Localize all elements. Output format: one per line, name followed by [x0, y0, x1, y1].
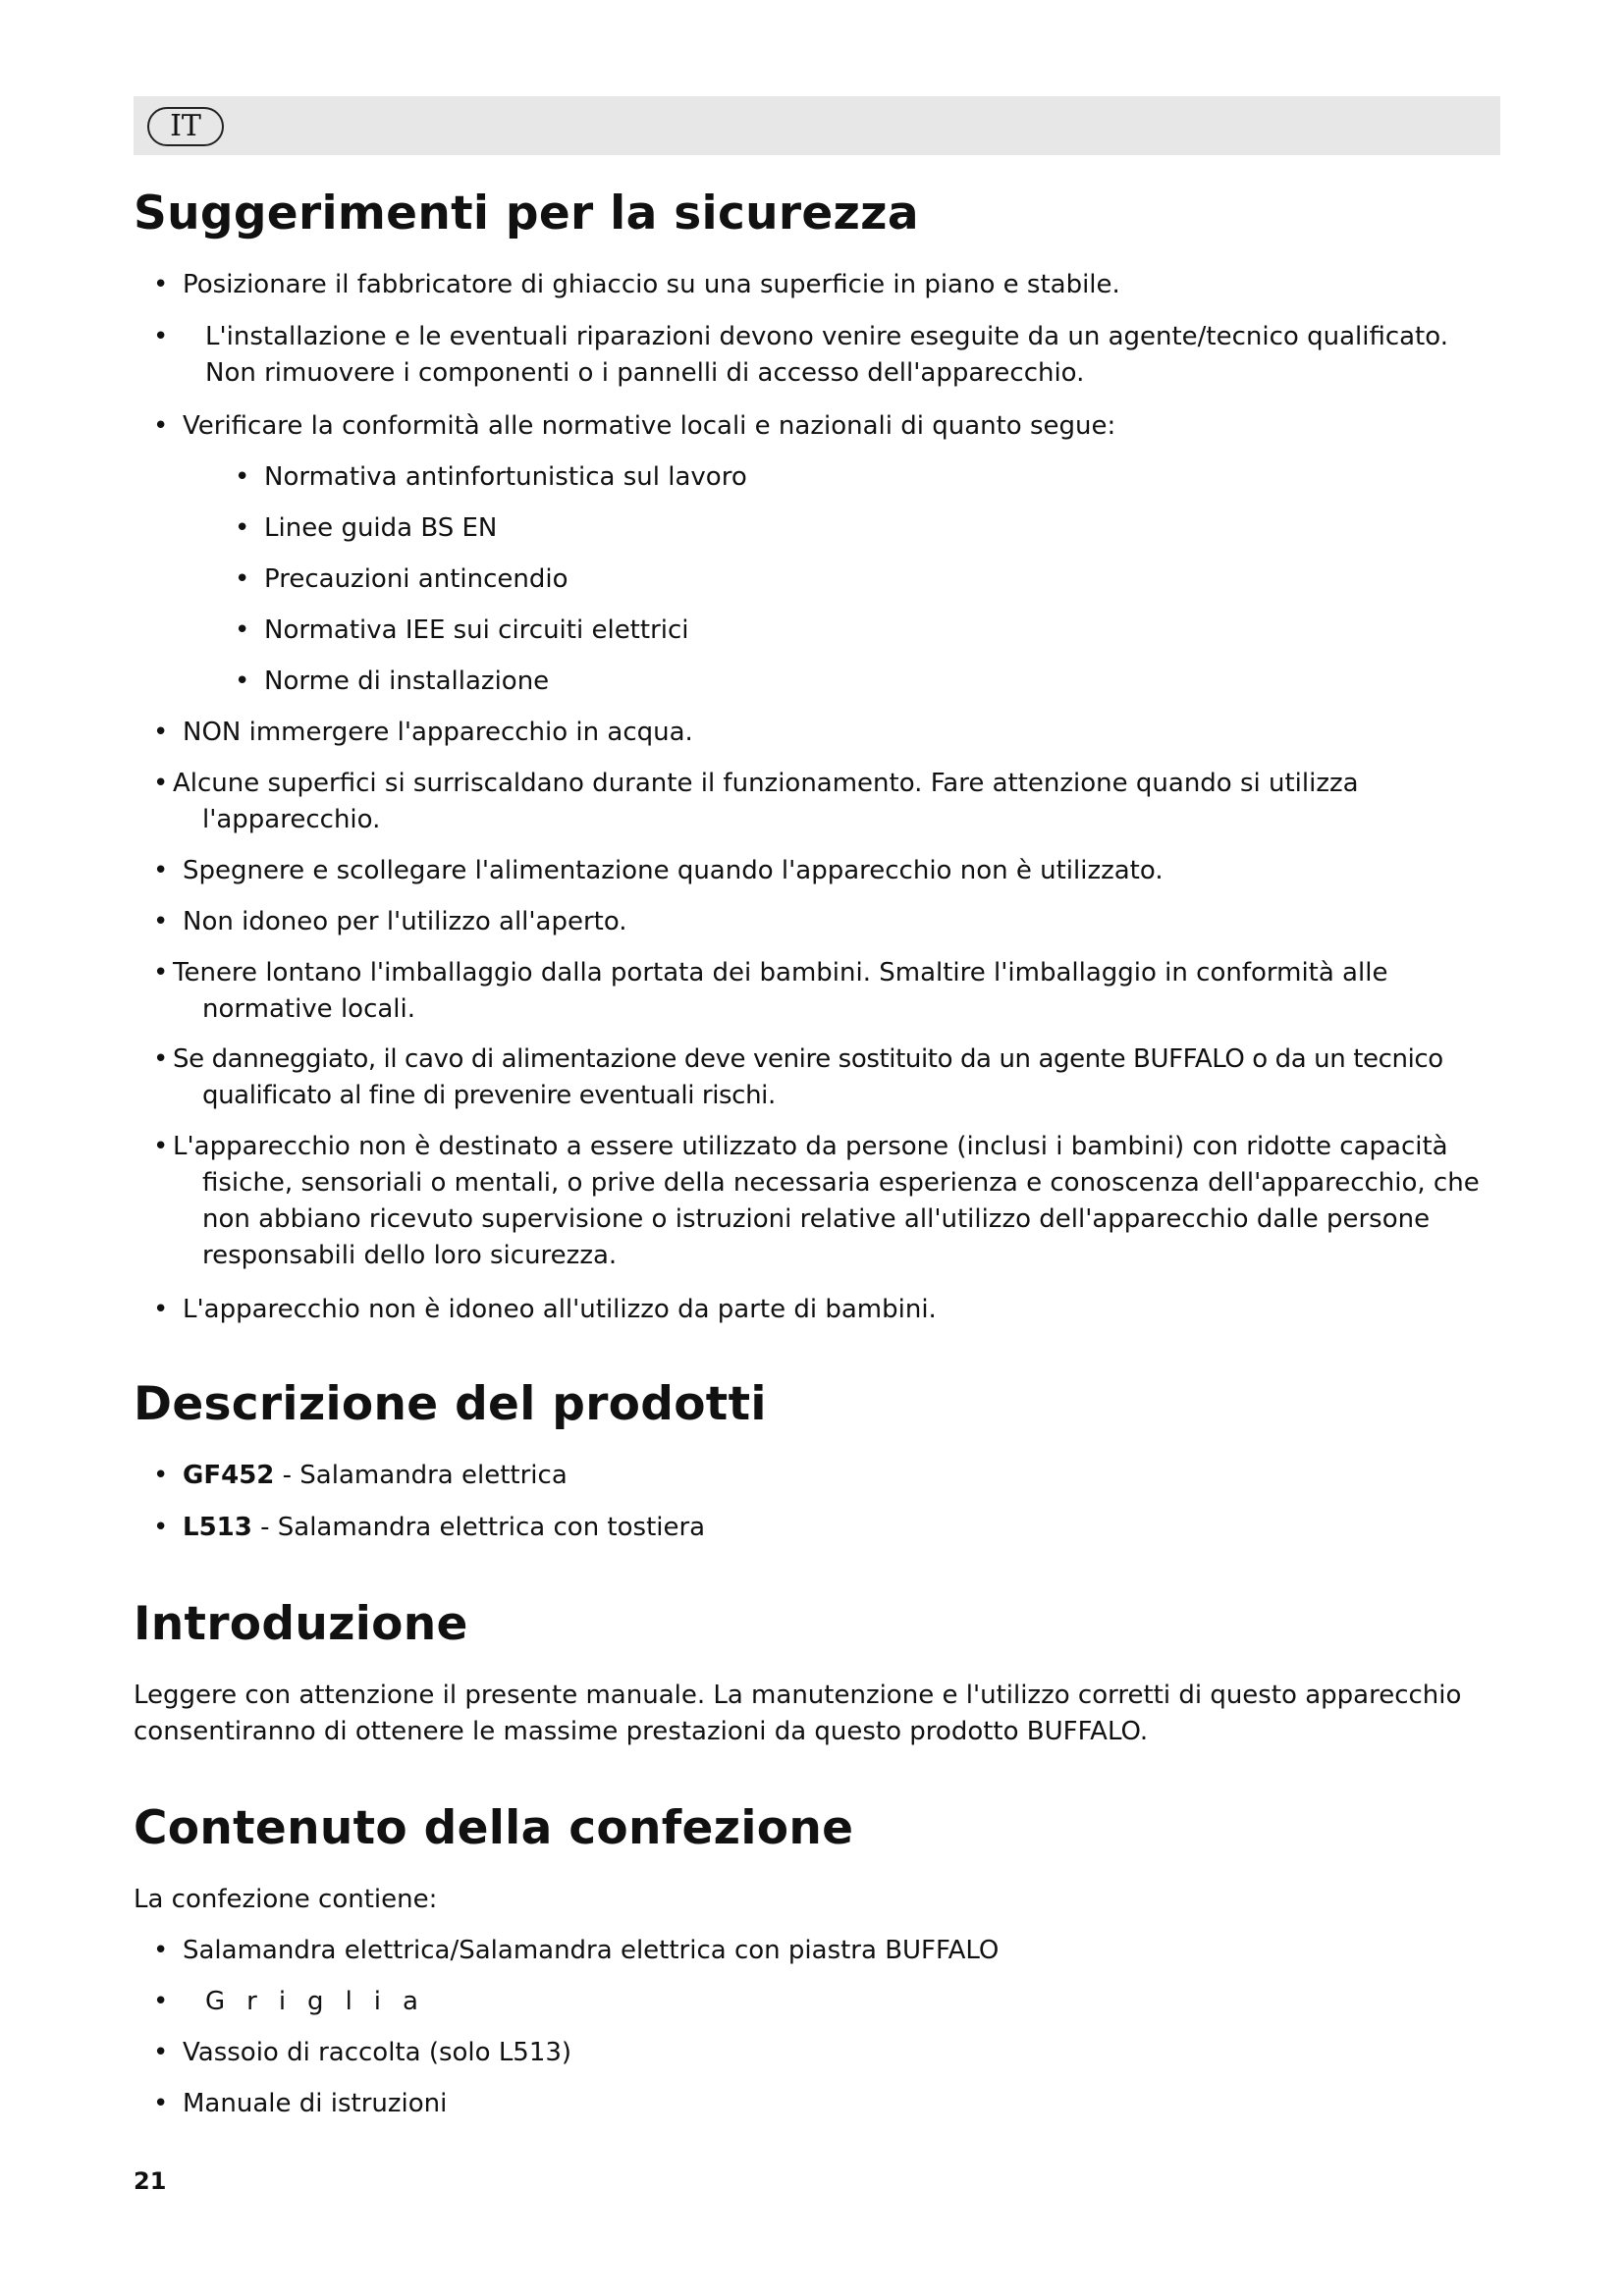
- bullet-icon: •: [153, 2038, 169, 2067]
- bullet-icon: •: [153, 322, 169, 351]
- list-item: • Tenere lontano l'imballaggio dalla portata dei bambini. Smaltire l'imballaggio in conformità alle normative locali.: [153, 955, 1493, 1028]
- list-item: • Spegnere e scollegare l'alimentazione quando l'apparecchio non è utilizzato.: [153, 853, 1493, 889]
- list-item: • Se danneggiato, il cavo di alimentazione deve venire sostituito da un agente BUFFALO o da un tecnico qualificato al fine di prevenire eventuali rischi.: [153, 1041, 1493, 1114]
- section-title-safety: Suggerimenti per la sicurezza: [134, 187, 919, 240]
- bullet-icon: •: [153, 1936, 169, 1965]
- bullet-icon: •: [235, 564, 250, 594]
- bullet-icon: •: [153, 856, 169, 885]
- list-item: • L'apparecchio non è idoneo all'utilizzo da parte di bambini.: [153, 1292, 1493, 1328]
- sub-list-item: • Normativa antinfortunistica sul lavoro: [235, 459, 1413, 496]
- product-desc: - Salamandra elettrica: [274, 1461, 568, 1490]
- bullet-icon: •: [153, 907, 169, 936]
- language-bar: [134, 96, 1500, 155]
- bullet-icon: •: [153, 1295, 169, 1324]
- list-item: • L'installazione e le eventuali riparazioni devono venire eseguite da un agente/tecnico qualificato. Non rimuovere i componenti o i pannelli di accesso dell'apparecchio.: [153, 319, 1493, 392]
- bullet-icon: •: [153, 1044, 168, 1074]
- bullet-icon: •: [153, 1987, 169, 2016]
- sub-list-item: • Norme di installazione: [235, 664, 1413, 700]
- list-item: • Non idoneo per l'utilizzo all'aperto.: [153, 904, 1493, 940]
- list-item: • Salamandra elettrica/Salamandra elettrica con piastra BUFFALO: [153, 1933, 1493, 1969]
- list-item: • Alcune superfici si surriscaldano durante il funzionamento. Fare attenzione quando si utilizza l'apparecchio.: [153, 766, 1493, 838]
- bullet-icon: •: [153, 2089, 169, 2118]
- list-item: • NON immergere l'apparecchio in acqua.: [153, 715, 1493, 751]
- sub-list-item: • Linee guida BS EN: [235, 510, 1413, 547]
- list-item: • Manuale di istruzioni: [153, 2086, 1493, 2122]
- bullet-icon: •: [153, 1513, 169, 1542]
- bullet-icon: •: [235, 667, 250, 696]
- bullet-icon: •: [153, 1461, 169, 1490]
- list-item: • Griglia: [153, 1984, 1493, 2020]
- bullet-icon: •: [153, 769, 169, 798]
- bullet-icon: •: [235, 462, 250, 492]
- product-code: L513: [183, 1513, 252, 1542]
- contents-lead: La confezione contiene:: [134, 1885, 438, 1914]
- intro-paragraph: Leggere con attenzione il presente manuale. La manutenzione e l'utilizzo corretti di questo apparecchio consentiranno di ottenere le massime prestazioni da questo prodotto BUFFALO.: [134, 1681, 1462, 1746]
- bullet-icon: •: [153, 270, 169, 299]
- bullet-icon: •: [153, 1132, 169, 1161]
- product-code: GF452: [183, 1461, 275, 1490]
- bullet-icon: •: [153, 958, 169, 988]
- bullet-icon: •: [153, 411, 169, 441]
- product-desc: - Salamandra elettrica con tostiera: [251, 1513, 706, 1542]
- sub-list-item: • Normativa IEE sui circuiti elettrici: [235, 613, 1413, 649]
- section-title-contents: Contenuto della confezione: [134, 1801, 854, 1855]
- page-number: 21: [134, 2167, 167, 2195]
- bullet-icon: •: [153, 718, 169, 747]
- list-item: • Verificare la conformità alle normative locali e nazionali di quanto segue:: [153, 408, 1493, 445]
- section-title-products: Descrizione del prodotti: [134, 1377, 767, 1431]
- list-item: • Vassoio di raccolta (solo L513): [153, 2035, 1493, 2071]
- section-title-intro: Introduzione: [134, 1597, 468, 1651]
- list-item: [153, 1458, 1493, 1494]
- list-item: • L'apparecchio non è destinato a essere utilizzato da persone (inclusi i bambini) con ridotte capacità fisiche, sensoriali o mentali, o prive della necessaria esperienza e conoscenza dell'apparecchio, che non abbiano ricevuto supervisione o istruzioni relative all'utilizzo dell'apparecchio dalle persone responsabili dello loro sicurezza.: [153, 1129, 1493, 1274]
- list-item: [153, 1510, 1493, 1546]
- bullet-icon: •: [235, 615, 250, 645]
- bullet-icon: •: [235, 513, 250, 543]
- language-badge: IT: [147, 107, 224, 146]
- sub-list-item: • Precauzioni antincendio: [235, 561, 1413, 598]
- list-item: • Posizionare il fabbricatore di ghiaccio su una superficie in piano e stabile.: [153, 267, 1493, 303]
